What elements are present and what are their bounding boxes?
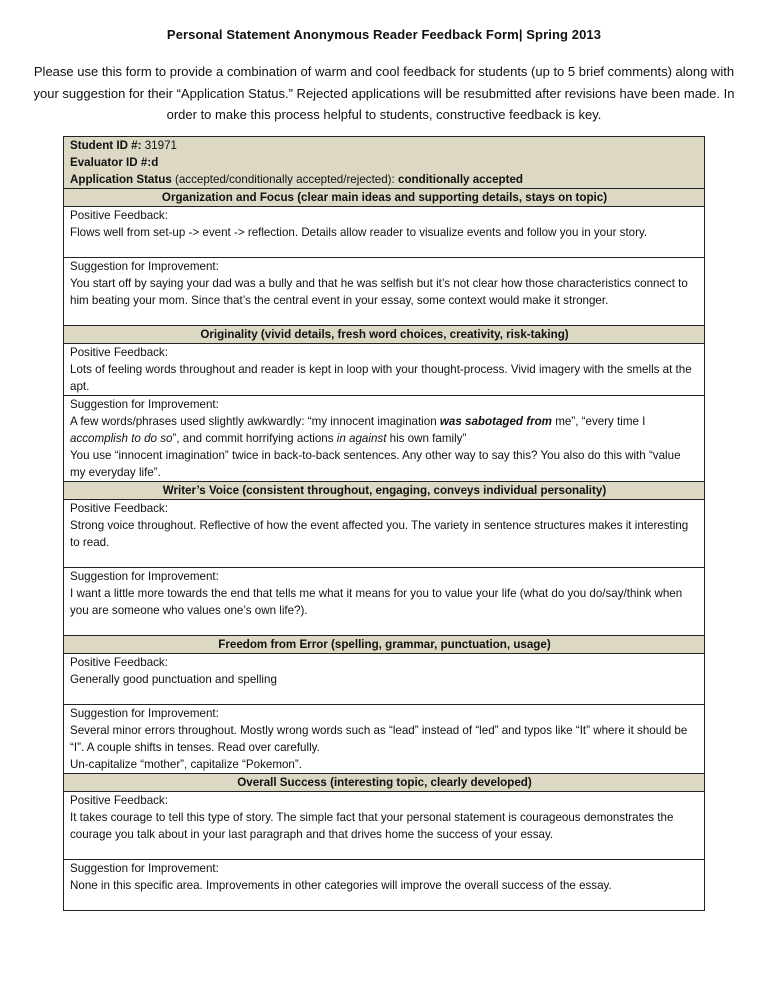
section-heading-originality: Originality (vivid details, fresh word choices, creativity, risk-taking) [64, 326, 705, 344]
section-heading-row [64, 189, 705, 207]
suggestion-cell [64, 568, 705, 636]
positive-feedback-cell [64, 654, 705, 705]
suggestion-text: None in this specific area. Improvements in other categories will improve the overall success of the essay. [70, 879, 612, 892]
suggestion-text-line2: Un-capitalize “mother”, capitalize “Pokemon”. [70, 758, 302, 771]
positive-feedback-row [64, 792, 705, 860]
suggestion-label: Suggestion for Improvement: [70, 570, 219, 583]
suggestion-cell [64, 396, 705, 482]
suggestion-text-part: A few words/phrases used slightly awkwardly: “my innocent imagination [70, 415, 440, 428]
suggestion-row [64, 568, 705, 636]
suggestion-text: I want a little more towards the end that tells me what it means for you to value your life (what do you do/say/think when you are someone who values one’s own life?). [70, 587, 683, 617]
positive-feedback-text: Generally good punctuation and spelling [70, 673, 277, 686]
section-heading-freedom-from-error: Freedom from Error (spelling, grammar, punctuation, usage) [64, 636, 705, 654]
positive-feedback-row [64, 654, 705, 705]
suggestion-row [64, 258, 705, 326]
section-heading-overall-success: Overall Success (interesting topic, clearly developed) [64, 774, 705, 792]
positive-feedback-label: Positive Feedback: [70, 794, 168, 807]
section-heading-row [64, 482, 705, 500]
positive-feedback-row [64, 207, 705, 258]
suggestion-cell [64, 705, 705, 774]
evaluator-id-label: Evaluator ID #: [70, 156, 152, 169]
student-id-value: 31971 [141, 139, 177, 152]
positive-feedback-label: Positive Feedback: [70, 346, 168, 359]
application-status-options: (accepted/conditionally accepted/rejected): [171, 173, 398, 186]
section-heading-organization: Organization and Focus (clear main ideas and supporting details, stays on topic) [64, 189, 705, 207]
student-id-label: Student ID #: [70, 139, 142, 152]
suggestion-text-part: You use “innocent imagination” twice in back-to-back sentences. Any other way to say this? You also do this with “value my everyday life”. [70, 449, 681, 479]
positive-feedback-row [64, 344, 705, 396]
positive-feedback-text: It takes courage to tell this type of story. The simple fact that your personal statement is courageous demonstrates the courage you talk about in your last paragraph and that drives home the success of your essay. [70, 811, 674, 841]
positive-feedback-row [64, 500, 705, 568]
suggestion-label: Suggestion for Improvement: [70, 862, 219, 875]
positive-feedback-cell [64, 207, 705, 258]
suggestion-emphasis: was sabotaged from [439, 415, 552, 428]
positive-feedback-label: Positive Feedback: [70, 209, 168, 222]
section-heading-row [64, 636, 705, 654]
header-row [64, 137, 705, 189]
section-heading-writers-voice: Writer’s Voice (consistent throughout, engaging, conveys individual personality) [64, 482, 705, 500]
application-status-label: Application Status [70, 173, 172, 186]
suggestion-label: Suggestion for Improvement: [70, 398, 219, 411]
positive-feedback-cell [64, 792, 705, 860]
positive-feedback-text: Lots of feeling words throughout and reader is kept in loop with your thought-process. Vivid imagery with the smells at the apt. [70, 363, 692, 393]
positive-feedback-text: Flows well from set-up -> event -> reflection. Details allow reader to visualize events and follow you in your story. [70, 226, 648, 239]
suggestion-label: Suggestion for Improvement: [70, 707, 219, 720]
student-info-cell [64, 137, 705, 189]
positive-feedback-cell [64, 500, 705, 568]
suggestion-row [64, 860, 705, 911]
positive-feedback-cell [64, 344, 705, 396]
section-heading-row [64, 326, 705, 344]
suggestion-text: You start off by saying your dad was a bully and that he was selfish but it’s not clear how those characteristics connect to him beating your mom. Since that’s the central event in your essay, some context would make it stronger. [70, 277, 688, 307]
positive-feedback-text: Strong voice throughout. Reflective of how the event affected you. The variety in sentence structures makes it interesting to read. [70, 519, 689, 549]
application-status-value: conditionally accepted [398, 173, 523, 186]
suggestion-cell [64, 258, 705, 326]
form-title: Personal Statement Anonymous Reader Feedback Form| Spring 2013 [166, 27, 602, 42]
suggestion-text: Several minor errors throughout. Mostly wrong words such as “lead” instead of “led” and typos like “It” where it should be “I”. A couple shifts in tenses. Read over carefully. [70, 724, 688, 754]
suggestion-row [64, 705, 705, 774]
form-instructions: Please use this form to provide a combination of warm and cool feedback for students (up to 5 brief comments) along with your suggestion for their “Application Status.” Rejected applications will be resubmitted after revisions have been made. In order to make this process helpful to students, constructive feedback is key. [33, 64, 735, 122]
suggestion-row [64, 396, 705, 482]
positive-feedback-label: Positive Feedback: [70, 502, 168, 515]
suggestion-cell [64, 860, 705, 911]
evaluator-id-value: d [151, 156, 159, 169]
suggestion-text-part: his own family” [386, 432, 467, 445]
section-heading-row [64, 774, 705, 792]
suggestion-text-part: me”, “every time I [552, 415, 646, 428]
positive-feedback-label: Positive Feedback: [70, 656, 168, 669]
suggestion-emphasis: accomplish to do so [70, 432, 173, 445]
feedback-table [63, 136, 705, 911]
suggestion-emphasis: in against [336, 432, 387, 445]
suggestion-label: Suggestion for Improvement: [70, 260, 219, 273]
suggestion-text-part: ”, and commit horrifying actions [172, 432, 337, 445]
